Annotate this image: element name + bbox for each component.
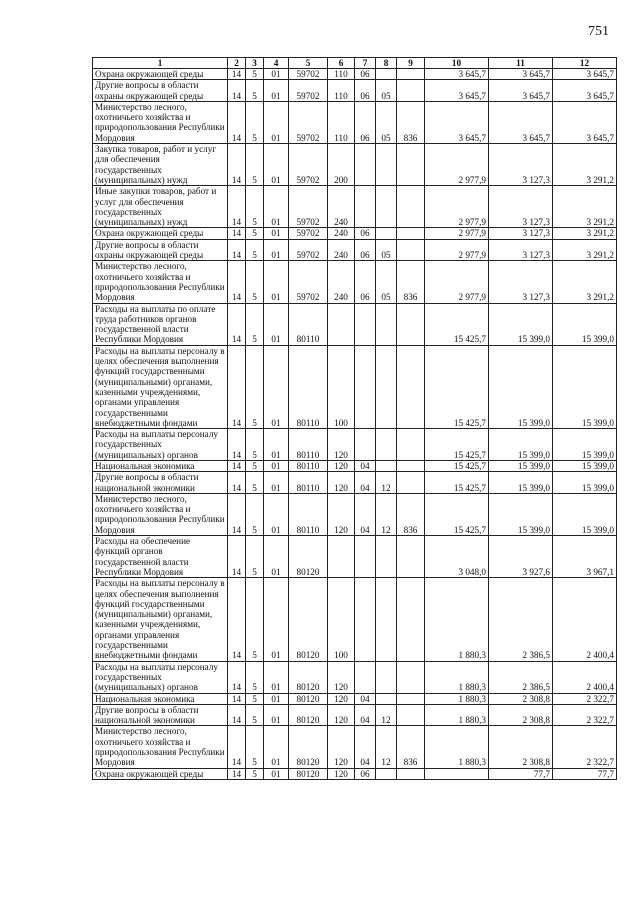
table-row: [93, 186, 617, 228]
table-row: [93, 536, 617, 578]
subsection-cell: 5: [246, 303, 264, 345]
expense-type-cell: 240: [328, 186, 355, 228]
expense-type-cell: 240: [328, 261, 355, 303]
ministry-code-cell: [397, 144, 425, 186]
target-article-cell: 80120: [289, 578, 328, 661]
section-cell: 14: [228, 768, 246, 779]
subchapter-cell: [376, 536, 397, 578]
expense-type-cell: 240: [328, 239, 355, 261]
row-name-cell: Иные закупки товаров, работ и услуг для обеспечения государственных (муниципальных) нужд: [93, 186, 228, 228]
amount-year2-cell: 2 308,8: [489, 704, 553, 726]
expense-type-cell: 100: [328, 345, 355, 428]
amount-year1-cell: 3 645,7: [425, 69, 489, 80]
amount-year3-cell: 3 291,2: [553, 228, 617, 239]
ministry-code-cell: 836: [397, 261, 425, 303]
row-name-cell: Расходы на выплаты персоналу государственных (муниципальных) органов: [93, 661, 228, 693]
amount-year3-cell: 15 399,0: [553, 493, 617, 535]
amount-year3-cell: 2 322,7: [553, 693, 617, 704]
column-header: 3: [246, 58, 264, 69]
chapter-cell: [355, 661, 376, 693]
ministry-code-cell: [397, 186, 425, 228]
row-name-cell: Охрана окружающей среды: [93, 69, 228, 80]
subsection-cell: 5: [246, 69, 264, 80]
subsection-cell: 5: [246, 472, 264, 494]
table-row: [93, 303, 617, 345]
target-article-cell: 59702: [289, 101, 328, 143]
amount-year3-cell: 2 400,4: [553, 661, 617, 693]
amount-year3-cell: 3 291,2: [553, 261, 617, 303]
ministry-code-cell: [397, 704, 425, 726]
ministry-code-cell: [397, 536, 425, 578]
subchapter-cell: [376, 228, 397, 239]
code-cell: 01: [264, 493, 289, 535]
subchapter-cell: 05: [376, 101, 397, 143]
code-cell: 01: [264, 345, 289, 428]
subchapter-cell: [376, 661, 397, 693]
subchapter-cell: 12: [376, 493, 397, 535]
code-cell: 01: [264, 144, 289, 186]
subchapter-cell: 12: [376, 726, 397, 768]
subchapter-cell: [376, 144, 397, 186]
subchapter-cell: [376, 693, 397, 704]
amount-year1-cell: 15 425,7: [425, 303, 489, 345]
subchapter-cell: [376, 69, 397, 80]
code-cell: 01: [264, 186, 289, 228]
subsection-cell: 5: [246, 661, 264, 693]
subchapter-cell: [376, 429, 397, 461]
table-row: [93, 704, 617, 726]
table-row: [93, 345, 617, 428]
chapter-cell: 06: [355, 69, 376, 80]
code-cell: 01: [264, 536, 289, 578]
amount-year1-cell: 2 977,9: [425, 144, 489, 186]
ministry-code-cell: 836: [397, 101, 425, 143]
amount-year2-cell: 2 308,8: [489, 693, 553, 704]
chapter-cell: 06: [355, 228, 376, 239]
chapter-cell: [355, 429, 376, 461]
amount-year1-cell: 2 977,9: [425, 228, 489, 239]
amount-year2-cell: 15 399,0: [489, 303, 553, 345]
table-row: [93, 144, 617, 186]
amount-year3-cell: 15 399,0: [553, 345, 617, 428]
subsection-cell: 5: [246, 536, 264, 578]
expense-type-cell: 120: [328, 429, 355, 461]
subsection-cell: 5: [246, 693, 264, 704]
row-name-cell: Другие вопросы в области охраны окружающей среды: [93, 80, 228, 102]
subchapter-cell: [376, 186, 397, 228]
row-name-cell: Расходы на выплаты персоналу в целях обеспечения выполнения функций государственными (муниципальными) органами, казенными учреждениями, органами управления государственными внебюджетными фондами: [93, 345, 228, 428]
code-cell: 01: [264, 472, 289, 494]
section-cell: 14: [228, 345, 246, 428]
expense-type-cell: 120: [328, 704, 355, 726]
ministry-code-cell: [397, 460, 425, 471]
subchapter-cell: [376, 578, 397, 661]
table-row: [93, 578, 617, 661]
expense-type-cell: 120: [328, 726, 355, 768]
amount-year1-cell: [425, 768, 489, 779]
amount-year2-cell: 3 127,3: [489, 144, 553, 186]
table-row: [93, 693, 617, 704]
subsection-cell: 5: [246, 345, 264, 428]
ministry-code-cell: [397, 239, 425, 261]
chapter-cell: 06: [355, 80, 376, 102]
amount-year3-cell: 15 399,0: [553, 460, 617, 471]
code-cell: 01: [264, 69, 289, 80]
expense-type-cell: 110: [328, 101, 355, 143]
section-cell: 14: [228, 661, 246, 693]
chapter-cell: [355, 345, 376, 428]
subchapter-cell: [376, 345, 397, 428]
amount-year3-cell: 77,7: [553, 768, 617, 779]
section-cell: 14: [228, 704, 246, 726]
column-header: 5: [289, 58, 328, 69]
row-name-cell: Другие вопросы в области национальной экономики: [93, 704, 228, 726]
code-cell: 01: [264, 80, 289, 102]
subsection-cell: 5: [246, 768, 264, 779]
chapter-cell: 04: [355, 472, 376, 494]
subsection-cell: 5: [246, 228, 264, 239]
target-article-cell: 80120: [289, 704, 328, 726]
table-row: [93, 493, 617, 535]
amount-year2-cell: 2 386,5: [489, 661, 553, 693]
expense-type-cell: 240: [328, 228, 355, 239]
chapter-cell: [355, 144, 376, 186]
column-header: 4: [264, 58, 289, 69]
subsection-cell: 5: [246, 186, 264, 228]
column-header: 12: [553, 58, 617, 69]
column-header: 9: [397, 58, 425, 69]
amount-year3-cell: 2 322,7: [553, 704, 617, 726]
target-article-cell: 59702: [289, 80, 328, 102]
subchapter-cell: 05: [376, 239, 397, 261]
expense-type-cell: 110: [328, 80, 355, 102]
target-article-cell: 80110: [289, 472, 328, 494]
target-article-cell: 59702: [289, 186, 328, 228]
code-cell: 01: [264, 101, 289, 143]
chapter-cell: 04: [355, 493, 376, 535]
chapter-cell: 04: [355, 704, 376, 726]
chapter-cell: 06: [355, 768, 376, 779]
subsection-cell: 5: [246, 101, 264, 143]
ministry-code-cell: 836: [397, 493, 425, 535]
code-cell: 01: [264, 228, 289, 239]
amount-year3-cell: 3 645,7: [553, 101, 617, 143]
amount-year1-cell: 3 645,7: [425, 80, 489, 102]
amount-year1-cell: 2 977,9: [425, 261, 489, 303]
table-row: [93, 768, 617, 779]
amount-year2-cell: 3 127,3: [489, 186, 553, 228]
section-cell: 14: [228, 239, 246, 261]
table-row: [93, 228, 617, 239]
expense-type-cell: [328, 536, 355, 578]
ministry-code-cell: [397, 80, 425, 102]
subsection-cell: 5: [246, 493, 264, 535]
table-row: [93, 429, 617, 461]
row-name-cell: Другие вопросы в области охраны окружающей среды: [93, 239, 228, 261]
section-cell: 14: [228, 303, 246, 345]
table-row: [93, 661, 617, 693]
amount-year2-cell: 3 127,3: [489, 239, 553, 261]
row-name-cell: Охрана окружающей среды: [93, 228, 228, 239]
row-name-cell: Министерство лесного, охотничьего хозяйства и природопользования Республики Мордовия: [93, 726, 228, 768]
section-cell: 14: [228, 80, 246, 102]
chapter-cell: [355, 536, 376, 578]
target-article-cell: 80120: [289, 726, 328, 768]
amount-year1-cell: 1 880,3: [425, 726, 489, 768]
code-cell: 01: [264, 460, 289, 471]
table-header-row: [93, 58, 617, 69]
target-article-cell: 59702: [289, 261, 328, 303]
amount-year1-cell: 1 880,3: [425, 578, 489, 661]
target-article-cell: 80110: [289, 345, 328, 428]
amount-year2-cell: 77,7: [489, 768, 553, 779]
table-row: [93, 239, 617, 261]
table-row: [93, 726, 617, 768]
row-name-cell: Министерство лесного, охотничьего хозяйства и природопользования Республики Мордовия: [93, 101, 228, 143]
page-number: 751: [588, 24, 609, 39]
target-article-cell: 80110: [289, 493, 328, 535]
table-row: [93, 472, 617, 494]
amount-year1-cell: 15 425,7: [425, 472, 489, 494]
ministry-code-cell: [397, 69, 425, 80]
ministry-code-cell: 836: [397, 726, 425, 768]
section-cell: 14: [228, 144, 246, 186]
amount-year3-cell: 3 645,7: [553, 80, 617, 102]
chapter-cell: [355, 578, 376, 661]
column-header: 6: [328, 58, 355, 69]
section-cell: 14: [228, 693, 246, 704]
row-name-cell: Другие вопросы в области национальной экономики: [93, 472, 228, 494]
amount-year1-cell: 15 425,7: [425, 345, 489, 428]
row-name-cell: Расходы на выплаты по оплате труда работников органов государственной власти Республики Мордовия: [93, 303, 228, 345]
subchapter-cell: 05: [376, 80, 397, 102]
amount-year2-cell: 15 399,0: [489, 472, 553, 494]
row-name-cell: Министерство лесного, охотничьего хозяйства и природопользования Республики Мордовия: [93, 261, 228, 303]
target-article-cell: 80110: [289, 429, 328, 461]
amount-year1-cell: 2 977,9: [425, 186, 489, 228]
amount-year3-cell: 3 291,2: [553, 144, 617, 186]
amount-year2-cell: 3 645,7: [489, 101, 553, 143]
amount-year2-cell: 3 645,7: [489, 69, 553, 80]
subsection-cell: 5: [246, 429, 264, 461]
subsection-cell: 5: [246, 704, 264, 726]
amount-year1-cell: 15 425,7: [425, 493, 489, 535]
amount-year3-cell: 15 399,0: [553, 303, 617, 345]
column-header: 7: [355, 58, 376, 69]
subsection-cell: 5: [246, 460, 264, 471]
target-article-cell: 80120: [289, 536, 328, 578]
section-cell: 14: [228, 472, 246, 494]
budget-table: [92, 57, 617, 780]
table-row: [93, 80, 617, 102]
section-cell: 14: [228, 261, 246, 303]
amount-year2-cell: 2 386,5: [489, 578, 553, 661]
code-cell: 01: [264, 261, 289, 303]
chapter-cell: 06: [355, 239, 376, 261]
code-cell: 01: [264, 768, 289, 779]
amount-year1-cell: 15 425,7: [425, 460, 489, 471]
target-article-cell: 80110: [289, 303, 328, 345]
expense-type-cell: [328, 303, 355, 345]
amount-year2-cell: 15 399,0: [489, 493, 553, 535]
subsection-cell: 5: [246, 261, 264, 303]
expense-type-cell: 110: [328, 69, 355, 80]
amount-year3-cell: 3 967,1: [553, 536, 617, 578]
target-article-cell: 80120: [289, 661, 328, 693]
expense-type-cell: 120: [328, 661, 355, 693]
row-name-cell: Расходы на выплаты персоналу государственных (муниципальных) органов: [93, 429, 228, 461]
row-name-cell: Расходы на обеспечение функций органов государственной власти Республики Мордовия: [93, 536, 228, 578]
subsection-cell: 5: [246, 239, 264, 261]
ministry-code-cell: [397, 345, 425, 428]
amount-year2-cell: 2 308,8: [489, 726, 553, 768]
column-header: 1: [93, 58, 228, 69]
target-article-cell: 80110: [289, 460, 328, 471]
subchapter-cell: 12: [376, 704, 397, 726]
code-cell: 01: [264, 726, 289, 768]
section-cell: 14: [228, 536, 246, 578]
row-name-cell: Закупка товаров, работ и услуг для обеспечения государственных (муниципальных) нужд: [93, 144, 228, 186]
table-row: [93, 101, 617, 143]
subchapter-cell: [376, 768, 397, 779]
chapter-cell: 04: [355, 460, 376, 471]
chapter-cell: 06: [355, 261, 376, 303]
section-cell: 14: [228, 726, 246, 768]
amount-year3-cell: 3 645,7: [553, 69, 617, 80]
target-article-cell: 59702: [289, 239, 328, 261]
column-header: 8: [376, 58, 397, 69]
amount-year3-cell: 3 291,2: [553, 239, 617, 261]
amount-year2-cell: 3 127,3: [489, 261, 553, 303]
amount-year3-cell: 15 399,0: [553, 429, 617, 461]
table-row: [93, 460, 617, 471]
amount-year2-cell: 15 399,0: [489, 345, 553, 428]
expense-type-cell: 120: [328, 768, 355, 779]
subchapter-cell: 12: [376, 472, 397, 494]
amount-year2-cell: 15 399,0: [489, 460, 553, 471]
row-name-cell: Расходы на выплаты персоналу в целях обеспечения выполнения функций государственными (муниципальными) органами, казенными учреждениями, органами управления государственными внебюджетными фондами: [93, 578, 228, 661]
section-cell: 14: [228, 69, 246, 80]
row-name-cell: Охрана окружающей среды: [93, 768, 228, 779]
chapter-cell: 04: [355, 726, 376, 768]
code-cell: 01: [264, 693, 289, 704]
amount-year1-cell: 3 048,0: [425, 536, 489, 578]
code-cell: 01: [264, 704, 289, 726]
expense-type-cell: 120: [328, 693, 355, 704]
amount-year3-cell: 3 291,2: [553, 186, 617, 228]
amount-year1-cell: 1 880,3: [425, 661, 489, 693]
expense-type-cell: 120: [328, 493, 355, 535]
row-name-cell: Министерство лесного, охотничьего хозяйства и природопользования Республики Мордовия: [93, 493, 228, 535]
row-name-cell: Национальная экономика: [93, 460, 228, 471]
expense-type-cell: 100: [328, 578, 355, 661]
expense-type-cell: 200: [328, 144, 355, 186]
amount-year1-cell: 1 880,3: [425, 704, 489, 726]
chapter-cell: 06: [355, 101, 376, 143]
subsection-cell: 5: [246, 726, 264, 768]
amount-year1-cell: 3 645,7: [425, 101, 489, 143]
amount-year1-cell: 2 977,9: [425, 239, 489, 261]
section-cell: 14: [228, 493, 246, 535]
ministry-code-cell: [397, 768, 425, 779]
table-row: [93, 261, 617, 303]
row-name-cell: Национальная экономика: [93, 693, 228, 704]
column-header: 2: [228, 58, 246, 69]
amount-year2-cell: 15 399,0: [489, 429, 553, 461]
column-header: 10: [425, 58, 489, 69]
table-row: [93, 69, 617, 80]
section-cell: 14: [228, 429, 246, 461]
target-article-cell: 59702: [289, 228, 328, 239]
ministry-code-cell: [397, 578, 425, 661]
amount-year1-cell: 1 880,3: [425, 693, 489, 704]
code-cell: 01: [264, 303, 289, 345]
code-cell: 01: [264, 239, 289, 261]
subsection-cell: 5: [246, 80, 264, 102]
subchapter-cell: 05: [376, 261, 397, 303]
target-article-cell: 59702: [289, 69, 328, 80]
expense-type-cell: 120: [328, 472, 355, 494]
code-cell: 01: [264, 661, 289, 693]
chapter-cell: [355, 186, 376, 228]
code-cell: 01: [264, 578, 289, 661]
code-cell: 01: [264, 429, 289, 461]
target-article-cell: 59702: [289, 144, 328, 186]
amount-year3-cell: 15 399,0: [553, 472, 617, 494]
subsection-cell: 5: [246, 578, 264, 661]
amount-year2-cell: 3 645,7: [489, 80, 553, 102]
amount-year2-cell: 3 127,3: [489, 228, 553, 239]
section-cell: 14: [228, 101, 246, 143]
chapter-cell: 04: [355, 693, 376, 704]
section-cell: 14: [228, 228, 246, 239]
chapter-cell: [355, 303, 376, 345]
section-cell: 14: [228, 460, 246, 471]
subchapter-cell: [376, 460, 397, 471]
amount-year2-cell: 3 927,6: [489, 536, 553, 578]
subsection-cell: 5: [246, 144, 264, 186]
ministry-code-cell: [397, 429, 425, 461]
ministry-code-cell: [397, 228, 425, 239]
section-cell: 14: [228, 186, 246, 228]
section-cell: 14: [228, 578, 246, 661]
ministry-code-cell: [397, 693, 425, 704]
ministry-code-cell: [397, 661, 425, 693]
amount-year3-cell: 2 322,7: [553, 726, 617, 768]
expense-type-cell: 120: [328, 460, 355, 471]
ministry-code-cell: [397, 472, 425, 494]
amount-year1-cell: 15 425,7: [425, 429, 489, 461]
target-article-cell: 80120: [289, 768, 328, 779]
ministry-code-cell: [397, 303, 425, 345]
target-article-cell: 80120: [289, 693, 328, 704]
subchapter-cell: [376, 303, 397, 345]
column-header: 11: [489, 58, 553, 69]
amount-year3-cell: 2 400,4: [553, 578, 617, 661]
